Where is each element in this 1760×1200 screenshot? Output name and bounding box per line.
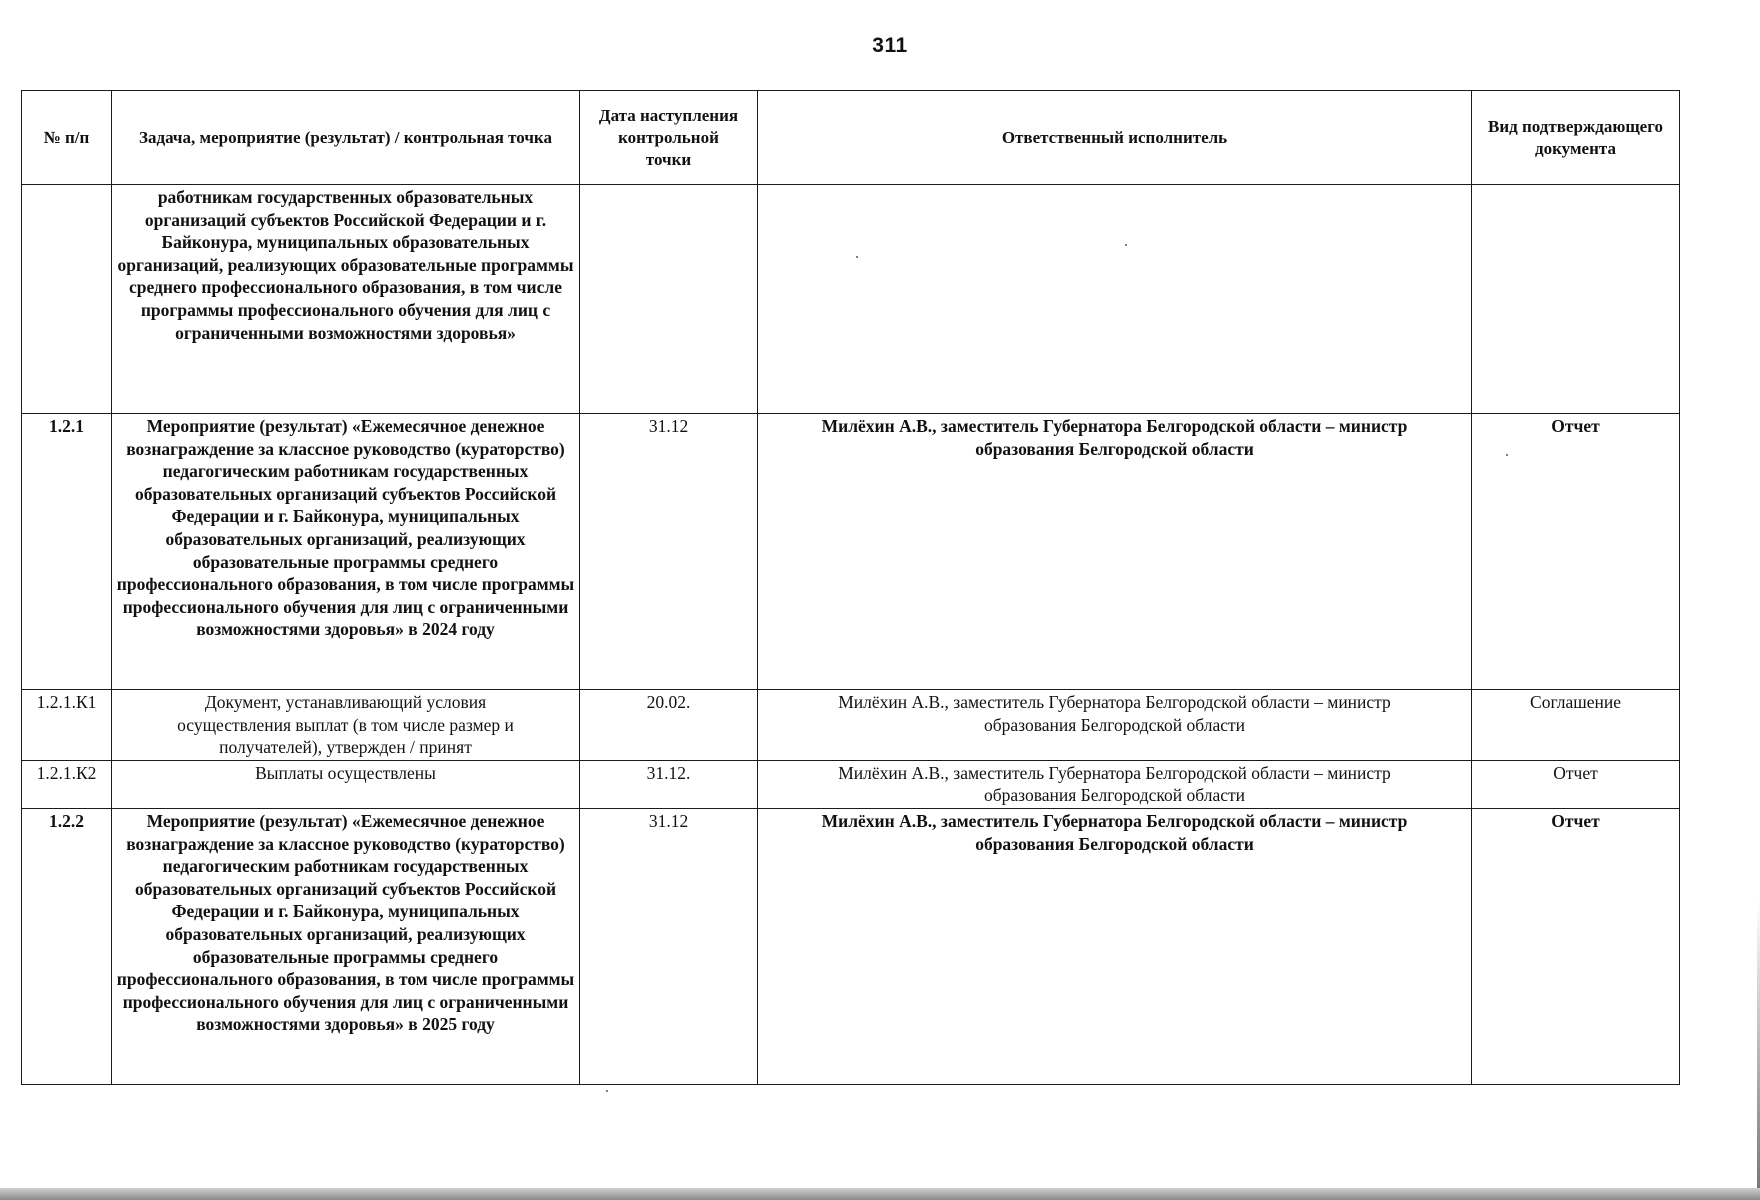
row-date: 20.02.: [580, 690, 758, 761]
header-task: Задача, мероприятие (результат) / контрольная точка: [112, 91, 580, 185]
control-points-table: [21, 90, 1680, 1085]
row-doc: Отчет: [1472, 808, 1680, 1084]
row-doc: Отчет: [1472, 414, 1680, 690]
row-num: 1.2.1.К2: [22, 760, 112, 808]
scan-bottom-edge: [0, 1188, 1760, 1200]
row-executor: Милёхин А.В., заместитель Губернатора Белгородской области – министр образования Белгородской области: [758, 690, 1472, 761]
table-header-row: [22, 91, 1680, 185]
row-doc: Соглашение: [1472, 690, 1680, 761]
table-row-1-2-1: [22, 414, 1680, 690]
row-executor: Милёхин А.В., заместитель Губернатора Белгородской области – министр образования Белгородской области: [758, 414, 1472, 690]
row-task: работникам государственных образовательных организаций субъектов Российской Федерации и г. Байконура, муниципальных образовательных организаций, реализующих образовательные программы среднего профессионального образования, в том числе программы профессионального обучения для лиц с ограниченными возможностями здоровья»: [112, 185, 580, 414]
table-row-1-2-1-k2: [22, 760, 1680, 808]
row-task: Мероприятие (результат) «Ежемесячное денежное вознаграждение за классное руководство (кураторство) педагогическим работникам государственных образовательных организаций субъектов Российской Федерации и г. Байконура, муниципальных образовательных организаций, реализующих образовательные программы среднего профессионального образования, в том числе программы профессионального обучения для лиц с ограниченными возможностями здоровья» в 2025 году: [112, 808, 580, 1084]
row-date: 31.12: [580, 414, 758, 690]
scan-speck: [856, 256, 858, 258]
header-date: Дата наступления контрольной точки: [580, 91, 758, 185]
row-num: 1.2.2: [22, 808, 112, 1084]
scan-speck: [1125, 244, 1127, 246]
table-row-continuation: [22, 185, 1680, 414]
row-doc: Отчет: [1472, 760, 1680, 808]
row-date: [580, 185, 758, 414]
row-task: Документ, устанавливающий условия осуществления выплат (в том числе размер и получателей), утвержден / принят: [112, 690, 580, 761]
table-row-1-2-2: [22, 808, 1680, 1084]
row-task: Мероприятие (результат) «Ежемесячное денежное вознаграждение за классное руководство (кураторство) педагогическим работникам государственных образовательных организаций субъектов Российской Федерации и г. Байконура, муниципальных образовательных организаций, реализующих образовательные программы среднего профессионального образования, в том числе программы профессионального обучения для лиц с ограниченными возможностями здоровья» в 2024 году: [112, 414, 580, 690]
page-number: 311: [872, 34, 908, 57]
row-num: [22, 185, 112, 414]
row-doc: [1472, 185, 1680, 414]
row-executor: Милёхин А.В., заместитель Губернатора Белгородской области – министр образования Белгородской области: [758, 760, 1472, 808]
header-executor: Ответственный исполнитель: [758, 91, 1472, 185]
row-executor: [758, 185, 1472, 414]
row-date: 31.12: [580, 808, 758, 1084]
scan-speck: [606, 1090, 608, 1092]
header-doc: Вид подтверждающего документа: [1472, 91, 1680, 185]
row-num: 1.2.1: [22, 414, 112, 690]
row-executor: Милёхин А.В., заместитель Губернатора Белгородской области – министр образования Белгородской области: [758, 808, 1472, 1084]
row-num: 1.2.1.К1: [22, 690, 112, 761]
scan-speck: [1506, 454, 1508, 456]
row-date: 31.12.: [580, 760, 758, 808]
table-row-1-2-1-k1: [22, 690, 1680, 761]
header-num: № п/п: [22, 91, 112, 185]
row-task: Выплаты осуществлены: [112, 760, 580, 808]
